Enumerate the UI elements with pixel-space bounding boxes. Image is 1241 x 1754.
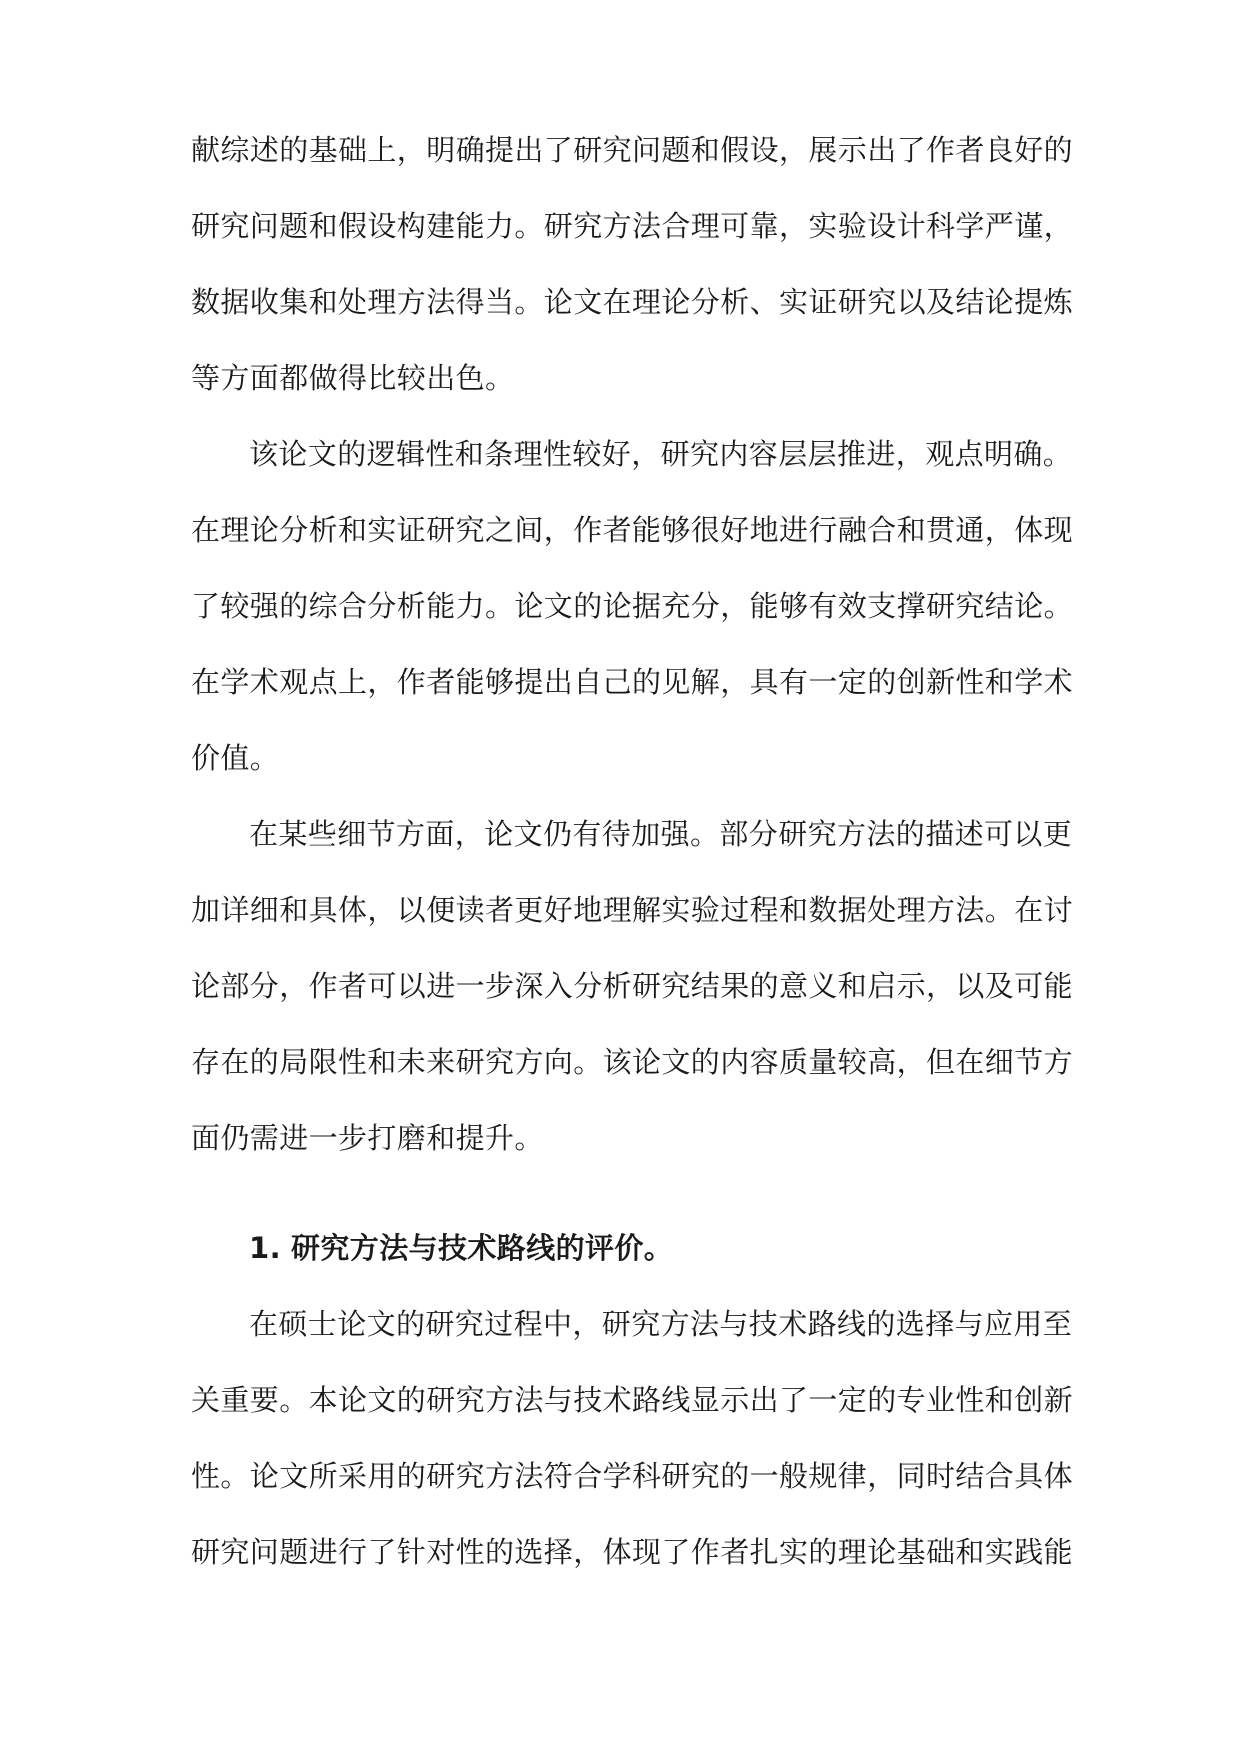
text-line: 加详细和具体，以便读者更好地理解实验过程和数据处理方法。在讨 [191, 893, 1074, 927]
text-line: 论部分，作者可以进一步深入分析研究结果的意义和启示，以及可能 [191, 969, 1074, 1003]
text-line: 价值。 [191, 741, 280, 775]
paragraph-4 [191, 1307, 1074, 1570]
text-line: 在硕士论文的研究过程中，研究方法与技术路线的选择与应用至 [249, 1307, 1073, 1341]
heading-number: 1. [249, 1231, 281, 1265]
text-line: 等方面都做得比较出色。 [191, 361, 515, 395]
text-line: 献综述的基础上，明确提出了研究问题和假设，展示出了作者良好的 [191, 133, 1074, 167]
text-line: 在理论分析和实证研究之间，作者能够很好地进行融合和贯通，体现 [191, 513, 1074, 547]
document-page [191, 133, 1074, 1611]
paragraph-2 [191, 437, 1074, 776]
paragraph-3 [191, 817, 1074, 1156]
text-line: 存在的局限性和未来研究方向。该论文的内容质量较高，但在细节方 [191, 1045, 1074, 1079]
text-line: 性。论文所采用的研究方法符合学科研究的一般规律，同时结合具体 [191, 1459, 1074, 1493]
text-line: 关重要。本论文的研究方法与技术路线显示出了一定的专业性和创新 [191, 1383, 1074, 1417]
text-line: 研究问题进行了针对性的选择，体现了作者扎实的理论基础和实践能 [191, 1535, 1074, 1569]
spacer [191, 1197, 1053, 1231]
paragraph-1 [191, 133, 1074, 396]
section-heading [191, 1231, 1053, 1266]
text-line: 了较强的综合分析能力。论文的论据充分，能够有效支撑研究结论。 [191, 589, 1074, 623]
text-line: 在学术观点上，作者能够提出自己的见解，具有一定的创新性和学术 [191, 665, 1074, 699]
text-line: 研究问题和假设构建能力。研究方法合理可靠，实验设计科学严谨， [191, 209, 1074, 243]
text-line: 在某些细节方面，论文仍有待加强。部分研究方法的描述可以更 [249, 817, 1073, 851]
text-line: 面仍需进一步打磨和提升。 [191, 1121, 544, 1155]
text-line: 数据收集和处理方法得当。论文在理论分析、实证研究以及结论提炼 [191, 285, 1074, 319]
text-line: 该论文的逻辑性和条理性较好，研究内容层层推进，观点明确。 [249, 437, 1073, 471]
heading-text: 研究方法与技术路线的评价。 [291, 1231, 674, 1265]
